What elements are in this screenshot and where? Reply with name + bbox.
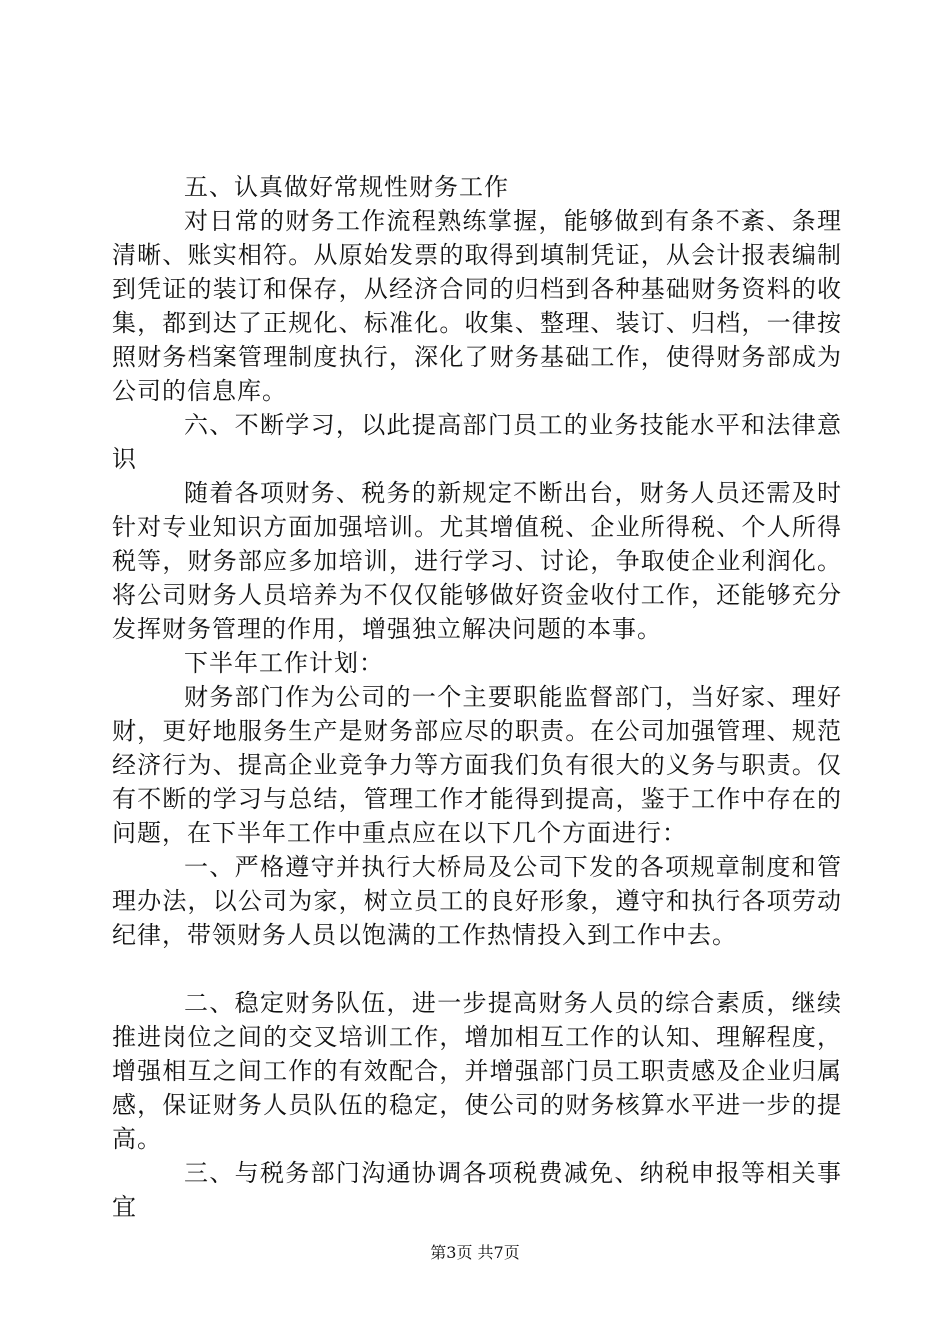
paragraph-training: 随着各项财务、税务的新规定不断出台，财务人员还需及时针对专业知识方面加强培训。尤其增值税、企业所得税、个人所得税等，财务部应多加培训，进行学习、讨论，争取使企业利润化。将公司财务人员培养为不仅仅能够做好资金收付工作，还能够充分发挥财务管理的作用，增强独立解决问题的本事。 (112, 479, 842, 643)
document-body (112, 170, 842, 1224)
paragraph-plan-intro: 财务部门作为公司的一个主要职能监督部门，当好家、理好财，更好地服务生产是财务部应尽的职责。在公司加强管理、规范经济行为、提高企业竞争力等方面我们负有很大的义务与职责。仅有不断的学习与总结，管理工作才能得到提高，鉴于工作中存在的问题，在下半年工作中重点应在以下几个方面进行： (112, 683, 842, 847)
paragraph-routine-finance: 对日常的财务工作流程熟练掌握，能够做到有条不紊、条理清晰、账实相符。从原始发票的取得到填制凭证，从会计报表编制到凭证的装订和保存，从经济合同的归档到各种基础财务资料的收集，都到达了正规化、标准化。收集、整理、装订、归档，一律按照财务档案管理制度执行，深化了财务基础工作，使得财务部成为公司的信息库。 (112, 207, 842, 405)
plan-item-3: 三、与税务部门沟通协调各项税费减免、纳税申报等相关事宜 (112, 1159, 842, 1221)
plan-item-1: 一、严格遵守并执行大桥局及公司下发的各项规章制度和管理办法，以公司为家，树立员工的良好形象，遵守和执行各项劳动纪律，带领财务人员以饱满的工作热情投入到工作中去。 (112, 853, 842, 949)
page-number-footer: 第3页 共7页 (430, 1243, 520, 1262)
plan-item-2: 二、稳定财务队伍，进一步提高财务人员的综合素质，继续推进岗位之间的交叉培训工作，增加相互工作的认知、理解程度，增强相互之间工作的有效配合，并增强部门员工职责感及企业归属感，保证财务人员队伍的稳定，使公司的财务核算水平进一步的提高。 (112, 989, 842, 1153)
paragraph-spacer (112, 952, 842, 986)
section-heading-5: 五、认真做好常规性财务工作 (184, 173, 509, 201)
section-heading-6: 六、不断学习，以此提高部门员工的业务技能水平和法律意识 (112, 411, 842, 473)
plan-heading: 下半年工作计划： (184, 649, 384, 677)
